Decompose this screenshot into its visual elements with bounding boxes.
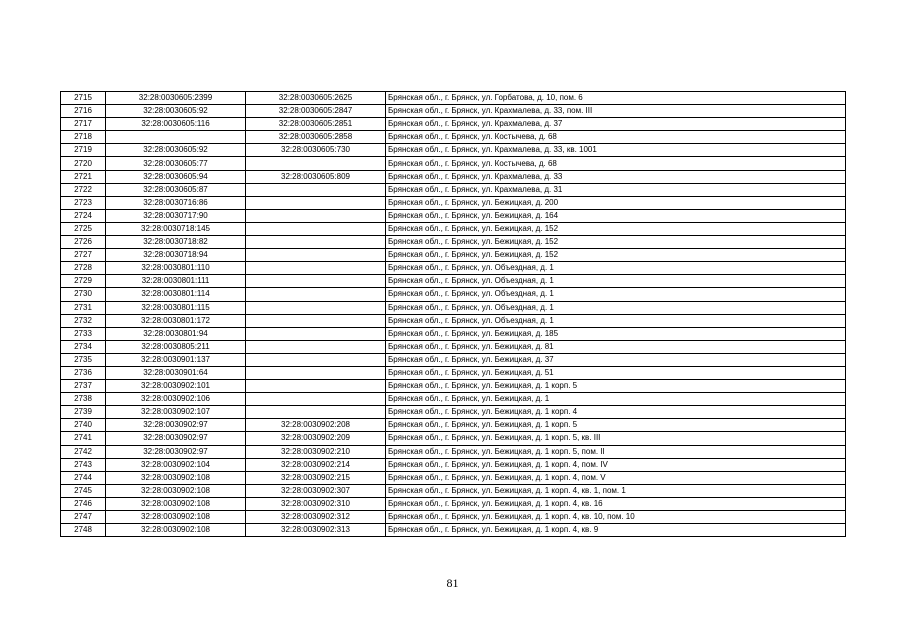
address-cell: Брянская обл., г. Брянск, ул. Бежицкая, д. 1 корп. 4, пом. V [386, 471, 846, 484]
premises-cadastral-number-cell [246, 406, 386, 419]
premises-cadastral-number-cell: 32:28:0030902:307 [246, 484, 386, 497]
address-cell: Брянская обл., г. Брянск, ул. Крахмалева, д. 33 [386, 170, 846, 183]
premises-cadastral-number-cell [246, 380, 386, 393]
premises-cadastral-number-cell [246, 366, 386, 379]
table-row [61, 432, 846, 445]
premises-cadastral-number-cell: 32:28:0030605:2847 [246, 105, 386, 118]
table-row [61, 327, 846, 340]
cadastral-number-cell: 32:28:0030902:107 [106, 406, 246, 419]
cadastral-number-cell: 32:28:0030902:108 [106, 484, 246, 497]
address-cell: Брянская обл., г. Брянск, ул. Бежицкая, д. 152 [386, 236, 846, 249]
row-number-cell: 2745 [61, 484, 106, 497]
table-row [61, 105, 846, 118]
row-number-cell: 2719 [61, 144, 106, 157]
premises-cadastral-number-cell: 32:28:0030605:2625 [246, 92, 386, 105]
table-row [61, 340, 846, 353]
row-number-cell: 2740 [61, 419, 106, 432]
table-row [61, 131, 846, 144]
address-cell: Брянская обл., г. Брянск, ул. Бежицкая, д. 1 корп. 4 [386, 406, 846, 419]
address-cell: Брянская обл., г. Брянск, ул. Бежицкая, д. 81 [386, 340, 846, 353]
premises-cadastral-number-cell: 32:28:0030902:210 [246, 445, 386, 458]
table-row [61, 249, 846, 262]
cadastral-number-cell: 32:28:0030902:97 [106, 445, 246, 458]
row-number-cell: 2736 [61, 366, 106, 379]
cadastral-number-cell: 32:28:0030718:94 [106, 249, 246, 262]
cadastral-number-cell: 32:28:0030902:104 [106, 458, 246, 471]
table-row [61, 419, 846, 432]
row-number-cell: 2733 [61, 327, 106, 340]
cadastral-number-cell: 32:28:0030605:77 [106, 157, 246, 170]
row-number-cell: 2724 [61, 209, 106, 222]
cadastral-number-cell: 32:28:0030605:116 [106, 118, 246, 131]
cadastral-number-cell [106, 131, 246, 144]
row-number-cell: 2728 [61, 262, 106, 275]
cadastral-number-cell: 32:28:0030902:97 [106, 419, 246, 432]
page-number: 81 [446, 576, 459, 590]
row-number-cell: 2727 [61, 249, 106, 262]
table-row [61, 236, 846, 249]
table-row [61, 406, 846, 419]
address-cell: Брянская обл., г. Брянск, ул. Объездная, д. 1 [386, 275, 846, 288]
row-number-cell: 2738 [61, 393, 106, 406]
address-cell: Брянская обл., г. Брянск, ул. Бежицкая, д. 1 корп. 5 [386, 380, 846, 393]
premises-cadastral-number-cell [246, 262, 386, 275]
table-row [61, 458, 846, 471]
table-row [61, 314, 846, 327]
premises-cadastral-number-cell: 32:28:0030605:730 [246, 144, 386, 157]
cadastral-number-cell: 32:28:0030902:97 [106, 432, 246, 445]
table-row [61, 209, 846, 222]
table-row [61, 524, 846, 537]
address-cell: Брянская обл., г. Брянск, ул. Крахмалева, д. 31 [386, 183, 846, 196]
address-cell: Брянская обл., г. Брянск, ул. Бежицкая, д. 200 [386, 196, 846, 209]
row-number-cell: 2718 [61, 131, 106, 144]
table-row [61, 183, 846, 196]
row-number-cell: 2731 [61, 301, 106, 314]
cadastral-number-cell: 32:28:0030901:64 [106, 366, 246, 379]
address-cell: Брянская обл., г. Брянск, ул. Бежицкая, д. 1 корп. 5 [386, 419, 846, 432]
cadastral-number-cell: 32:28:0030605:92 [106, 105, 246, 118]
address-cell: Брянская обл., г. Брянск, ул. Бежицкая, д. 1 [386, 393, 846, 406]
table-row [61, 366, 846, 379]
address-cell: Брянская обл., г. Брянск, ул. Бежицкая, д. 1 корп. 5, кв. III [386, 432, 846, 445]
cadastral-number-cell: 32:28:0030605:92 [106, 144, 246, 157]
cadastral-number-cell: 32:28:0030716:86 [106, 196, 246, 209]
premises-cadastral-number-cell [246, 353, 386, 366]
address-cell: Брянская обл., г. Брянск, ул. Крахмалева, д. 33, кв. 1001 [386, 144, 846, 157]
table-row [61, 157, 846, 170]
premises-cadastral-number-cell [246, 288, 386, 301]
row-number-cell: 2717 [61, 118, 106, 131]
cadastral-number-cell: 32:28:0030902:108 [106, 471, 246, 484]
premises-cadastral-number-cell: 32:28:0030902:214 [246, 458, 386, 471]
cadastral-number-cell: 32:28:0030902:108 [106, 524, 246, 537]
cadastral-number-cell: 32:28:0030801:114 [106, 288, 246, 301]
premises-cadastral-number-cell [246, 327, 386, 340]
cadastral-number-cell: 32:28:0030902:108 [106, 497, 246, 510]
premises-cadastral-number-cell: 32:28:0030605:2851 [246, 118, 386, 131]
row-number-cell: 2742 [61, 445, 106, 458]
cadastral-number-cell: 32:28:0030605:2399 [106, 92, 246, 105]
table-row [61, 275, 846, 288]
premises-cadastral-number-cell [246, 196, 386, 209]
table-row [61, 471, 846, 484]
address-cell: Брянская обл., г. Брянск, ул. Бежицкая, д. 1 корп. 4, кв. 10, пом. 10 [386, 511, 846, 524]
table-row [61, 262, 846, 275]
address-cell: Брянская обл., г. Брянск, ул. Бежицкая, д. 51 [386, 366, 846, 379]
premises-cadastral-number-cell [246, 340, 386, 353]
address-cell: Брянская обл., г. Брянск, ул. Объездная, д. 1 [386, 288, 846, 301]
address-cell: Брянская обл., г. Брянск, ул. Крахмалева, д. 37 [386, 118, 846, 131]
table-row [61, 353, 846, 366]
address-cell: Брянская обл., г. Брянск, ул. Объездная, д. 1 [386, 301, 846, 314]
address-cell: Брянская обл., г. Брянск, ул. Бежицкая, д. 164 [386, 209, 846, 222]
table-row [61, 222, 846, 235]
address-cell: Брянская обл., г. Брянск, ул. Бежицкая, д. 1 корп. 4, кв. 16 [386, 497, 846, 510]
premises-cadastral-number-cell: 32:28:0030902:310 [246, 497, 386, 510]
cadastral-number-cell: 32:28:0030902:108 [106, 511, 246, 524]
cadastral-number-cell: 32:28:0030801:111 [106, 275, 246, 288]
table-row [61, 92, 846, 105]
cadastral-number-cell: 32:28:0030801:110 [106, 262, 246, 275]
premises-cadastral-number-cell: 32:28:0030902:215 [246, 471, 386, 484]
address-cell: Брянская обл., г. Брянск, ул. Бежицкая, д. 185 [386, 327, 846, 340]
table-row [61, 380, 846, 393]
address-cell: Брянская обл., г. Брянск, ул. Бежицкая, д. 152 [386, 222, 846, 235]
row-number-cell: 2725 [61, 222, 106, 235]
premises-cadastral-number-cell: 32:28:0030902:209 [246, 432, 386, 445]
table-row [61, 301, 846, 314]
registry-table-body [61, 92, 846, 537]
premises-cadastral-number-cell [246, 222, 386, 235]
cadastral-number-cell: 32:28:0030902:101 [106, 380, 246, 393]
row-number-cell: 2726 [61, 236, 106, 249]
cadastral-number-cell: 32:28:0030801:94 [106, 327, 246, 340]
row-number-cell: 2735 [61, 353, 106, 366]
row-number-cell: 2748 [61, 524, 106, 537]
row-number-cell: 2730 [61, 288, 106, 301]
row-number-cell: 2747 [61, 511, 106, 524]
row-number-cell: 2722 [61, 183, 106, 196]
premises-cadastral-number-cell [246, 393, 386, 406]
premises-cadastral-number-cell [246, 157, 386, 170]
premises-cadastral-number-cell: 32:28:0030902:313 [246, 524, 386, 537]
address-cell: Брянская обл., г. Брянск, ул. Бежицкая, д. 152 [386, 249, 846, 262]
premises-cadastral-number-cell [246, 301, 386, 314]
table-row [61, 118, 846, 131]
row-number-cell: 2721 [61, 170, 106, 183]
cadastral-number-cell: 32:28:0030805:211 [106, 340, 246, 353]
address-cell: Брянская обл., г. Брянск, ул. Бежицкая, д. 1 корп. 4, кв. 1, пом. 1 [386, 484, 846, 497]
table-row [61, 393, 846, 406]
table-row [61, 196, 846, 209]
premises-cadastral-number-cell: 32:28:0030605:2858 [246, 131, 386, 144]
table-row [61, 484, 846, 497]
row-number-cell: 2716 [61, 105, 106, 118]
cadastral-number-cell: 32:28:0030902:106 [106, 393, 246, 406]
address-cell: Брянская обл., г. Брянск, ул. Крахмалева, д. 33, пом. III [386, 105, 846, 118]
cadastral-number-cell: 32:28:0030901:137 [106, 353, 246, 366]
premises-cadastral-number-cell [246, 275, 386, 288]
cadastral-number-cell: 32:28:0030718:145 [106, 222, 246, 235]
table-row [61, 511, 846, 524]
address-cell: Брянская обл., г. Брянск, ул. Бежицкая, д. 1 корп. 5, пом. II [386, 445, 846, 458]
address-cell: Брянская обл., г. Брянск, ул. Бежицкая, д. 37 [386, 353, 846, 366]
cadastral-number-cell: 32:28:0030605:87 [106, 183, 246, 196]
row-number-cell: 2732 [61, 314, 106, 327]
row-number-cell: 2734 [61, 340, 106, 353]
premises-cadastral-number-cell [246, 183, 386, 196]
address-cell: Брянская обл., г. Брянск, ул. Костычева, д. 68 [386, 131, 846, 144]
registry-table [60, 91, 846, 537]
premises-cadastral-number-cell: 32:28:0030605:809 [246, 170, 386, 183]
address-cell: Брянская обл., г. Брянск, ул. Объездная, д. 1 [386, 262, 846, 275]
address-cell: Брянская обл., г. Брянск, ул. Костычева, д. 68 [386, 157, 846, 170]
address-cell: Брянская обл., г. Брянск, ул. Бежицкая, д. 1 корп. 4, пом. IV [386, 458, 846, 471]
cadastral-number-cell: 32:28:0030605:94 [106, 170, 246, 183]
cadastral-number-cell: 32:28:0030718:82 [106, 236, 246, 249]
premises-cadastral-number-cell [246, 314, 386, 327]
row-number-cell: 2739 [61, 406, 106, 419]
table-row [61, 445, 846, 458]
cadastral-number-cell: 32:28:0030801:115 [106, 301, 246, 314]
premises-cadastral-number-cell [246, 236, 386, 249]
address-cell: Брянская обл., г. Брянск, ул. Горбатова, д. 10, пом. 6 [386, 92, 846, 105]
table-row [61, 144, 846, 157]
premises-cadastral-number-cell: 32:28:0030902:312 [246, 511, 386, 524]
table-row [61, 170, 846, 183]
row-number-cell: 2744 [61, 471, 106, 484]
row-number-cell: 2741 [61, 432, 106, 445]
address-cell: Брянская обл., г. Брянск, ул. Объездная, д. 1 [386, 314, 846, 327]
premises-cadastral-number-cell [246, 249, 386, 262]
cadastral-number-cell: 32:28:0030801:172 [106, 314, 246, 327]
row-number-cell: 2723 [61, 196, 106, 209]
premises-cadastral-number-cell: 32:28:0030902:208 [246, 419, 386, 432]
row-number-cell: 2743 [61, 458, 106, 471]
table-row [61, 497, 846, 510]
address-cell: Брянская обл., г. Брянск, ул. Бежицкая, д. 1 корп. 4, кв. 9 [386, 524, 846, 537]
row-number-cell: 2715 [61, 92, 106, 105]
premises-cadastral-number-cell [246, 209, 386, 222]
row-number-cell: 2720 [61, 157, 106, 170]
row-number-cell: 2746 [61, 497, 106, 510]
row-number-cell: 2737 [61, 380, 106, 393]
row-number-cell: 2729 [61, 275, 106, 288]
cadastral-number-cell: 32:28:0030717:90 [106, 209, 246, 222]
table-row [61, 288, 846, 301]
